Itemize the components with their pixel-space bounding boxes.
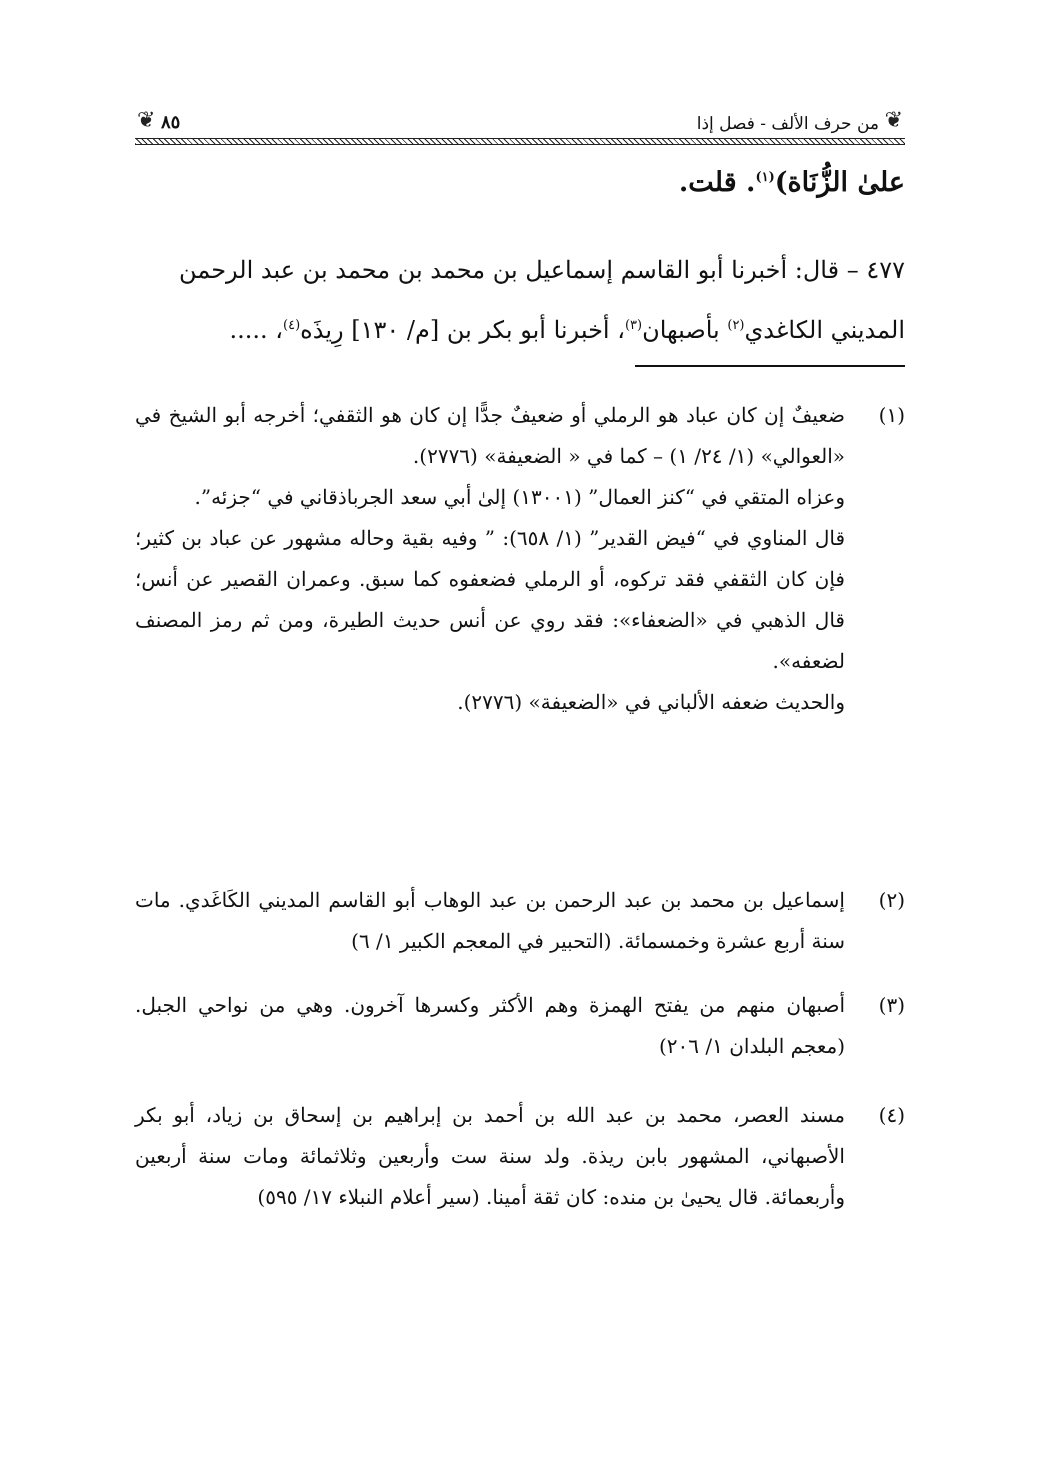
footnote-1 — [135, 395, 905, 723]
footnote-paragraph: وعزاه المتقي في “كنز العمال” (١٣٠٠١) إلىٰ أبي سعد الجرباذقاني في “جزئه”. — [194, 485, 845, 509]
hadith-line-2c: ، أخبرنا أبو بكر بن [م/ ١٣٠] رِيذَه — [300, 316, 625, 344]
footnote-paragraph: والحديث ضعفه الألباني في «الضعيفة» (٢٧٧٦). — [457, 690, 845, 714]
header-ornament-left-icon: ❦ — [137, 108, 156, 133]
footnote-paragraph: إسماعيل بن محمد بن عبد الرحمن بن عبد الوهاب أبو القاسم المديني الكَاغَدي. مات سنة أربع عشرة وخمسمائة. (التحبير في المعجم الكبير ١/ ٦) — [135, 888, 845, 953]
footnote-4 — [135, 1095, 905, 1218]
footnote-divider — [635, 365, 905, 367]
hadith-paragraph — [135, 240, 905, 360]
footnote-ref-3: (٣) — [624, 318, 643, 333]
footnote-paragraph: قال المناوي في “فيض القدير” (١/ ٦٥٨): ” وفيه بقية وحاله مشهور عن عباد بن كثير؛ فإن كان الثقفي فقد تركوه، أو الرملي فضعفوه كما سبق. وعمران القصير عن أنس؛ قال الذهبي في «الضعفاء»: فقد روي عن أنس حديث الطيرة، ومن ثم رمز المصنف لضعفه». — [135, 526, 846, 673]
lead-tail: . قلت. — [678, 167, 756, 198]
running-header — [135, 108, 905, 148]
hadith-line-2d: ، ..... — [229, 316, 284, 344]
footnote-paragraph: أصبهان منهم من يفتح الهمزة وهم الأكثر وكسرها آخرون. وهي من نواحي الجبل. (معجم البلدان ١/ ٢٠٦) — [135, 993, 845, 1058]
page-number: ٨٥ — [161, 112, 181, 133]
lead-line — [135, 158, 905, 208]
footnote-number: (٤) — [878, 1103, 905, 1127]
header-rule — [135, 138, 905, 145]
footnote-number: (١) — [878, 403, 905, 427]
footnote-paragraph: ضعيفٌ إن كان عباد هو الرملي أو ضعيفٌ جدًّا إن كان هو الثقفي؛ أخرجه أبو الشيخ في «العوالي» (١/ ٢٤/ ١) – كما في « الضعيفة» (٢٧٧٦). — [135, 403, 845, 468]
footnote-ref-1: (١) — [755, 170, 775, 185]
footnote-3 — [135, 985, 905, 1067]
header-ornament-right-icon: ❦ — [884, 108, 903, 133]
footnote-ref-4: (٤) — [283, 318, 301, 333]
header-title: من حرف الألف - فصل إذا — [696, 114, 879, 134]
hadith-line-2a: المديني الكاغدي — [744, 316, 905, 344]
footnote-2 — [135, 880, 905, 962]
hadith-line-2b: بأصبهان — [642, 316, 728, 344]
footnote-number: (٣) — [878, 993, 905, 1017]
footnote-paragraph: مسند العصر، محمد بن عبد الله بن أحمد بن إبراهيم بن إسحاق بن زياد، أبو بكر الأصبهاني، المشهور بابن ريذة. ولد سنة ست وأربعين وثلاثمائة ومات سنة أربعين وأربعمائة. قال يحيىٰ بن منده: كان ثقة أمينا. (سير أعلام النبلاء ١٧/ ٥٩٥) — [135, 1103, 845, 1209]
footnote-ref-2: (٢) — [727, 318, 745, 333]
hadith-line-1: ٤٧٧ – قال: أخبرنا أبو القاسم إسماعيل بن محمد بن محمد بن عبد الرحمن — [179, 256, 905, 284]
lead-text: علىٰ الزُّنَاة) — [774, 167, 905, 198]
footnote-number: (٢) — [878, 888, 905, 912]
